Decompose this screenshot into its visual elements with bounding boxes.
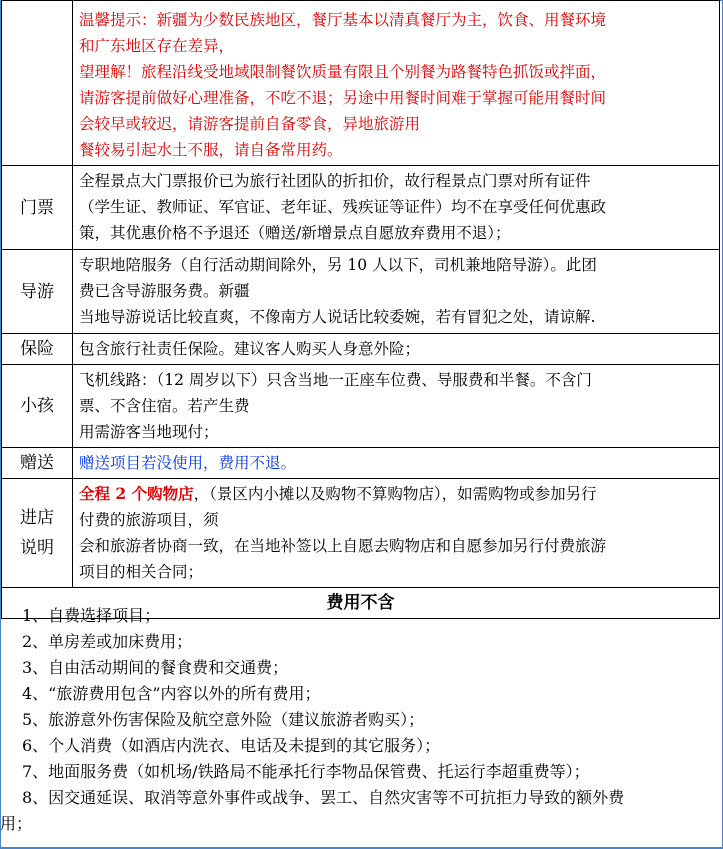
gift-row (2, 448, 720, 479)
shopping-label (2, 479, 73, 588)
guide-line: 专职地陪服务（自行活动期间除外，另 10 人以下，司机兼地陪导游）。此团 (79, 256, 597, 274)
shopping-highlight: 全程 2 个购物店 (79, 484, 194, 503)
gift-text: 赠送项目若没使用，费用不退。 (79, 454, 297, 472)
excluded-item-continuation: 用； (0, 814, 33, 833)
guide-line: 费已含导游服务费。新疆 (79, 282, 250, 300)
notice-row (2, 1, 720, 166)
notice-line: 餐较易引起水土不服，请自备常用药。 (79, 141, 343, 159)
child-line: 票、不含住宿。若产生费 (79, 397, 250, 415)
notice-line: 和广东地区存在差异， (79, 37, 235, 55)
guide-row (2, 250, 720, 334)
ticket-row (2, 166, 720, 250)
insurance-label: 保险 (2, 334, 73, 365)
excluded-item: 4、“旅游费用包含”内容以外的所有费用； (22, 684, 321, 703)
child-line: 飞机线路：（12 周岁以下）只含当地一正座车位费、导服费和半餐。不含门 (79, 371, 592, 389)
excluded-item: 1、自费选择项目； (22, 606, 161, 625)
shopping-line: 会和旅游者协商一致，在当地补签以上自愿去购物店和自愿参加另行付费旅游 (79, 537, 607, 555)
ticket-cell (73, 166, 720, 250)
notice-cell (73, 1, 720, 166)
notice-label-cell (2, 1, 73, 166)
shopping-label-line: 说明 (20, 538, 54, 558)
shopping-row (2, 479, 720, 588)
shopping-cell (73, 479, 720, 588)
excluded-item: 7、地面服务费（如机场/铁路局不能承托行李物品保管费、托运行李超重费等）； (22, 762, 590, 781)
insurance-row (2, 334, 720, 365)
excluded-item: 6、个人消费（如酒店内洗衣、电话及未提到的其它服务）； (22, 736, 441, 755)
child-line: 用需游客当地现付； (79, 423, 219, 441)
shopping-line: 项目的相关合同； (79, 563, 204, 581)
insurance-cell (73, 334, 720, 365)
notice-line: 温馨提示：新疆为少数民族地区，餐厅基本以清真餐厅为主，饮食、用餐环境 (79, 11, 607, 29)
child-row (2, 365, 720, 448)
itinerary-terms-table (1, 0, 720, 619)
excluded-item: 3、自由活动期间的餐食费和交通费； (22, 658, 289, 677)
insurance-line: 包含旅行社责任保险。建议客人购买人身意外险； (79, 340, 421, 358)
excluded-item: 2、单房差或加床费用； (22, 632, 193, 651)
excluded-item: 8、因交通延误、取消等意外事件或战争、罢工、自然灾害等不可抗拒力导致的额外费 (22, 788, 625, 807)
shopping-line: 付费的旅游项目，须 (79, 511, 219, 529)
child-label: 小孩 (2, 365, 73, 448)
guide-label: 导游 (2, 250, 73, 334)
guide-cell (73, 250, 720, 334)
shopping-label-line: 进店 (20, 508, 54, 528)
ticket-line: 策，其优惠价格不予退还（赠送/新增景点自愿放弃费用不退）； (79, 224, 511, 242)
gift-cell (73, 448, 720, 479)
excluded-item: 5、旅游意外伤害保险及航空意外险（建议旅游者购买）； (22, 710, 425, 729)
shopping-line-rest: ，（景区内小摊以及购物不算购物店），如需购物或参加另行 (193, 485, 597, 503)
excluded-title: 费用不含 (2, 588, 720, 619)
ticket-line: （学生证、教师证、军官证、老年证、残疾证等证件）均不在享受任何优惠政 (79, 198, 607, 216)
shopping-line (79, 481, 715, 507)
notice-line: 请游客提前做好心理准备，不吃不退；另途中用餐时间难于掌握可能用餐时间 (79, 89, 607, 107)
guide-line: 当地导游说话比较直爽，不像南方人说话比较委婉，若有冒犯之处，请谅解. (79, 308, 596, 326)
ticket-label: 门票 (2, 166, 73, 250)
gift-label: 赠送 (2, 448, 73, 479)
notice-line: 会较早或较迟，请游客提前自备零食，异地旅游用 (79, 115, 421, 133)
child-cell (73, 365, 720, 448)
ticket-line: 全程景点大门票报价已为旅行社团队的折扣价，故行程景点门票对所有证件 (79, 172, 591, 190)
notice-line: 望理解！旅程沿线受地域限制餐饮质量有限且个别餐为路餐特色抓饭或拌面， (79, 63, 607, 81)
excluded-list (0, 603, 721, 837)
